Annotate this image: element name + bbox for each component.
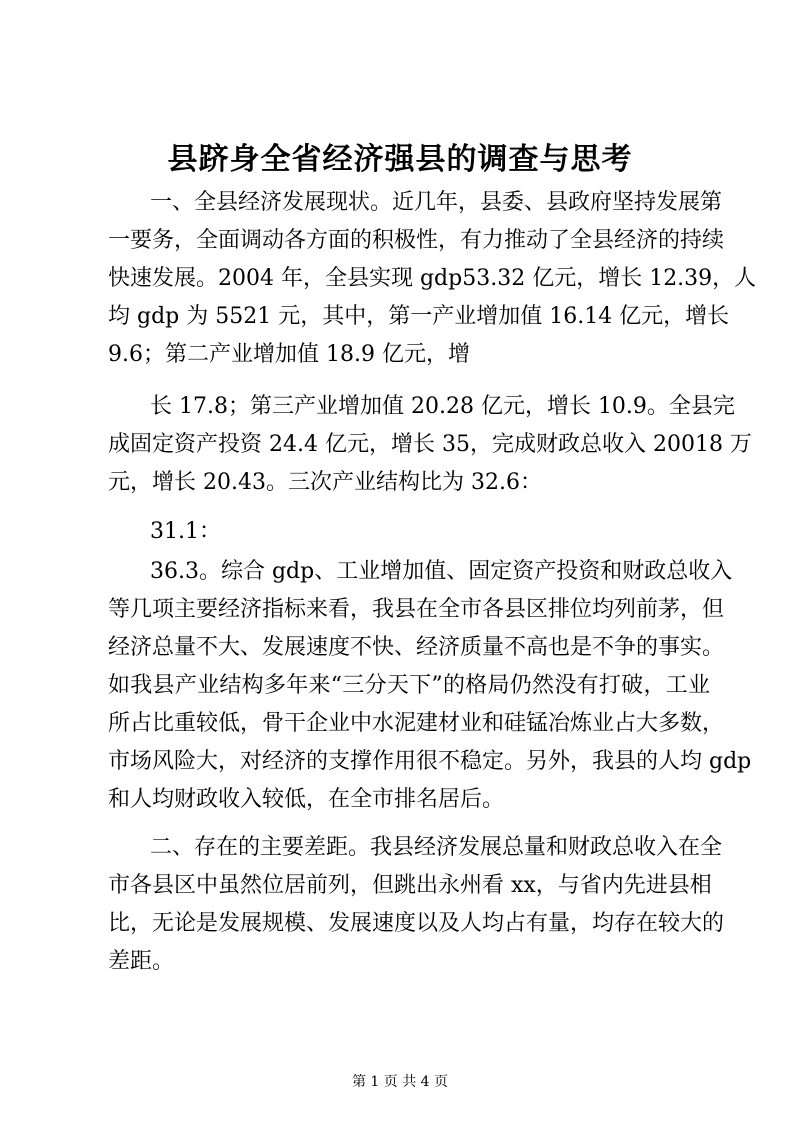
body-line: 成固定资产投资 24.4 亿元，增长 35，完成财政总收入 20018 万 bbox=[108, 432, 752, 457]
body-line: 如我县产业结构多年来“三分天下”的格局仍然没有打破，工业 bbox=[108, 673, 710, 698]
document-title: 县跻身全省经济强县的调查与思考 bbox=[167, 142, 633, 177]
body-line: 均 gdp 为 5521 元，其中，第一产业增加值 16.14 亿元，增长 bbox=[108, 304, 730, 329]
body-line: 所占比重较低，骨干企业中水泥建材业和硅锰冶炼业占大多数， bbox=[108, 711, 725, 736]
body-line: 二、存在的主要差距。我县经济发展总量和财政总收入在全 bbox=[150, 835, 723, 860]
body-line: 一要务，全面调动各方面的积极性，有力推动了全县经济的持续 bbox=[108, 228, 725, 253]
body-line: 比，无论是发展规模、发展速度以及人均占有量，均存在较大的 bbox=[108, 911, 725, 936]
body-line: 一、全县经济发展现状。近几年，县委、县政府坚持发展第 bbox=[150, 190, 723, 215]
body-line: 经济总量不大、发展速度不快、经济质量不高也是不争的事实。 bbox=[108, 635, 725, 660]
body-line: 9.6；第二产业增加值 18.9 亿元，增 bbox=[108, 342, 470, 367]
body-line: 市各县区中虽然位居前列，但跳出永州看 xx，与省内先进县相 bbox=[108, 873, 712, 898]
body-line: 长 17.8；第三产业增加值 20.28 亿元，增长 10.9。全县完 bbox=[150, 394, 735, 419]
body-line: 和人均财政收入较低，在全市排名居后。 bbox=[108, 787, 505, 812]
body-line: 快速发展。2004 年，全县实现 gdp53.32 亿元，增长 12.39，人 bbox=[108, 266, 757, 291]
body-line: 36.3。综合 gdp、工业增加值、固定资产投资和财政总收入 bbox=[150, 559, 733, 584]
page-number: 第 1 页 共 4 页 bbox=[351, 1074, 449, 1090]
body-line: 元，增长 20.43。三次产业结构比为 32.6： bbox=[108, 470, 542, 495]
body-line: 31.1： bbox=[150, 519, 221, 544]
body-line: 等几项主要经济指标来看，我县在全市各县区排位均列前茅，但 bbox=[108, 597, 725, 622]
body-line: 差距。 bbox=[108, 949, 175, 974]
body-line: 市场风险大，对经济的支撑作用很不稳定。另外，我县的人均 gdp bbox=[108, 749, 752, 774]
